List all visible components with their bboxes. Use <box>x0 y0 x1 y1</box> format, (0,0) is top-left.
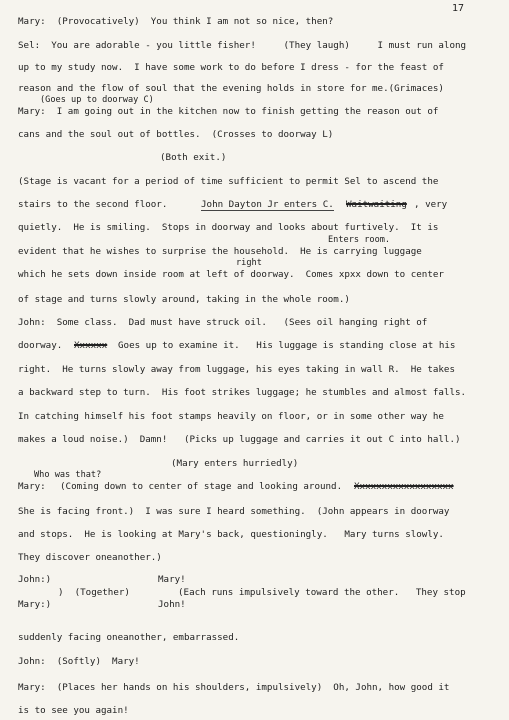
script-line: In catching himself his foot stamps heavily on floor, or in some other way he <box>18 411 444 422</box>
page-number: 17 <box>452 3 465 14</box>
script-line: They discover oneanother.) <box>18 552 162 563</box>
handwritten-insertion: Enters room. <box>328 235 391 245</box>
script-line: Sel: You are adorable - you little fisher! (They laugh) I must run along <box>18 40 467 51</box>
script-line: John: Some class. Dad must have struck oil. (Sees oil hanging right of <box>18 317 428 328</box>
script-line: and stops. He is looking at Mary's back, questioningly. Mary turns slowly. <box>18 529 444 540</box>
stage-direction: (Both exit.) <box>160 152 227 163</box>
script-line: Mary: (Places her hands on his shoulders, impulsively) Oh, John, how good it <box>18 682 450 693</box>
script-line: Mary: (Provocatively) You think I am not so nice, then? <box>18 16 334 27</box>
script-line: She is facing front.) I was sure I heard something. (John appears in doorway <box>18 506 450 517</box>
script-line: right. He turns slowly away from luggage, his eyes taking in wall R. He takes <box>18 364 455 375</box>
script-line: of stage and turns slowly around, taking in the whole room.) <box>18 294 350 305</box>
script-line: quietly. He is smiling. Stops in doorway and looks about furtively. It is <box>18 222 439 233</box>
script-line: Mary: I am going out in the kitchen now to finish getting the reason out of <box>18 106 439 117</box>
handwritten-insertion: (Goes up to doorway C) <box>40 95 154 105</box>
script-line: John! <box>158 599 186 610</box>
script-line: (Coming down to center of stage and looking around. <box>60 481 343 492</box>
script-line: stairs to the second floor. <box>18 199 168 210</box>
script-line: (Stage is vacant for a period of time sufficient to permit Sel to ascend the <box>18 176 439 187</box>
script-line: is to see you again! <box>18 705 129 716</box>
script-line: evident that he wishes to surprise the household. He is carrying luggage <box>18 246 422 257</box>
script-line: up to my study now. I have some work to do before I dress - for the feast of <box>18 62 444 73</box>
struck-text: Waitwaiting <box>346 199 407 210</box>
script-line: reason and the flow of soul that the evening holds in store for me.(Grimaces) <box>18 83 444 94</box>
script-line: doorway. <box>18 340 63 351</box>
struck-text: Xxxxxxxxxxxxxxxxxx <box>354 481 454 492</box>
script-line: John: (Softly) Mary! <box>18 656 140 667</box>
script-line: ) (Together) <box>58 587 130 598</box>
speaker-label: John:) <box>18 574 52 585</box>
handwritten-insertion: right <box>236 258 262 268</box>
script-line: suddenly facing oneanother, embarrassed. <box>18 632 240 643</box>
script-line: , very <box>414 199 448 210</box>
struck-text: Xxxxxx <box>74 340 108 351</box>
script-line: cans and the soul out of bottles. (Crosses to doorway L) <box>18 129 334 140</box>
stage-direction: (Mary enters hurriedly) <box>171 458 299 469</box>
script-line: which he sets down inside room at left of doorway. Comes xpxx down to center <box>18 269 444 280</box>
speaker-label: Mary:) <box>18 599 52 610</box>
script-line: a backward step to turn. His foot strikes luggage; he stumbles and almost falls. <box>18 387 467 398</box>
script-line: Mary! <box>158 574 186 585</box>
script-line: (Each runs impulsively toward the other. They stop <box>178 587 466 598</box>
underlined-text: John Dayton Jr enters C. <box>201 199 334 210</box>
script-line: Goes up to examine it. His luggage is standing close at his <box>118 340 456 351</box>
handwritten-insertion: Who was that? <box>34 470 102 480</box>
script-line: makes a loud noise.) Damn! (Picks up luggage and carries it out C into hall.) <box>18 434 461 445</box>
speaker-label: Mary: <box>18 481 46 492</box>
